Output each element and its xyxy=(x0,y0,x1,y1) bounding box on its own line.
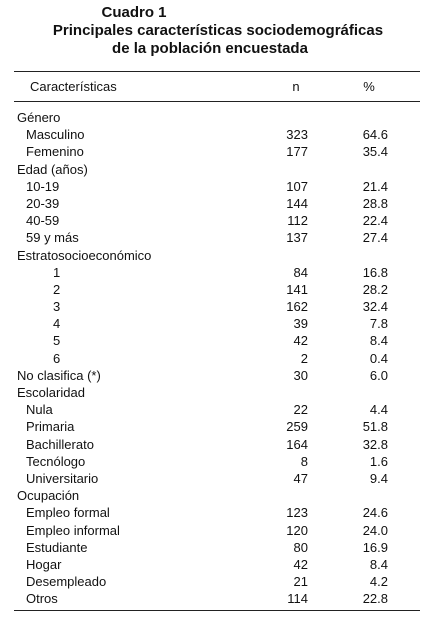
header-rule xyxy=(14,101,420,102)
row-percent: 7.8 xyxy=(369,316,388,332)
table-row xyxy=(0,487,434,504)
row-percent: 9.4 xyxy=(369,470,388,486)
table-row xyxy=(0,109,434,126)
table-row xyxy=(0,522,434,539)
row-percent: 8.4 xyxy=(369,556,388,572)
bottom-rule xyxy=(14,610,420,611)
table-row xyxy=(0,281,434,298)
row-count: 30 xyxy=(293,367,308,383)
table-row xyxy=(0,573,434,590)
row-percent: 22.8 xyxy=(362,591,388,607)
table-row xyxy=(0,504,434,521)
row-count: 177 xyxy=(286,144,308,160)
table-row xyxy=(0,350,434,367)
table-row xyxy=(0,264,434,281)
row-label: Otros xyxy=(26,591,58,607)
table-body xyxy=(0,109,434,607)
row-count: 21 xyxy=(293,574,308,590)
row-count: 120 xyxy=(286,522,308,538)
row-label: 20-39 xyxy=(26,195,60,211)
header-n: n xyxy=(292,79,300,94)
row-count: 259 xyxy=(286,419,308,435)
table-title-line-1: Principales características sociodemográficas xyxy=(52,22,384,39)
row-percent: 4.4 xyxy=(369,402,388,418)
row-label: Femenino xyxy=(26,144,84,160)
table-row xyxy=(0,298,434,315)
row-count: 137 xyxy=(286,230,308,246)
row-count: 112 xyxy=(287,213,308,229)
table-row xyxy=(0,143,434,160)
row-count: 80 xyxy=(293,539,308,555)
row-percent: 4.2 xyxy=(369,574,388,590)
row-label: Ocupación xyxy=(17,488,80,504)
row-count: 144 xyxy=(286,195,308,211)
header-percent: % xyxy=(363,79,375,94)
table-row xyxy=(0,332,434,349)
table-row xyxy=(0,401,434,418)
row-count: 84 xyxy=(293,264,308,280)
table-row xyxy=(0,161,434,178)
row-percent: 16.9 xyxy=(362,539,388,555)
table-row xyxy=(0,315,434,332)
row-label: Género xyxy=(17,110,61,125)
row-percent: 28.2 xyxy=(362,281,388,297)
row-percent: 21.4 xyxy=(362,178,388,194)
row-label: Nula xyxy=(26,402,53,418)
row-percent: 24.0 xyxy=(362,522,388,538)
row-count: 8 xyxy=(300,453,308,469)
row-count: 47 xyxy=(293,470,308,486)
row-percent: 28.8 xyxy=(362,195,388,211)
row-label: 6 xyxy=(53,350,61,366)
row-percent: 16.8 xyxy=(362,264,388,280)
row-percent: 1.6 xyxy=(369,453,388,469)
row-count: 323 xyxy=(286,127,308,143)
row-label: Bachillerato xyxy=(26,436,94,452)
row-label: 3 xyxy=(53,299,61,315)
row-count: 141 xyxy=(286,281,308,297)
table-row xyxy=(0,470,434,487)
row-label: Desempleado xyxy=(26,574,107,590)
table-row xyxy=(0,247,434,264)
row-label: 5 xyxy=(53,333,61,349)
row-percent: 35.4 xyxy=(362,144,388,160)
row-label: 10-19 xyxy=(26,178,60,194)
row-percent: 32.8 xyxy=(362,436,388,452)
row-label: 4 xyxy=(53,316,61,332)
row-label: No clasifica (*) xyxy=(17,367,101,383)
row-percent: 6.0 xyxy=(369,367,388,383)
table-row xyxy=(0,436,434,453)
table-row xyxy=(0,418,434,435)
table-row xyxy=(0,126,434,143)
row-label: 1 xyxy=(53,264,61,280)
table-row xyxy=(0,590,434,607)
row-label: Estratosocioeconómico xyxy=(17,247,152,263)
row-percent: 64.6 xyxy=(362,127,388,143)
header-characteristics: Características xyxy=(30,79,117,94)
row-label: 59 y más xyxy=(26,230,79,246)
row-count: 22 xyxy=(293,402,308,418)
row-percent: 32.4 xyxy=(362,299,388,315)
row-count: 39 xyxy=(293,316,308,332)
table-row xyxy=(0,212,434,229)
row-label: Estudiante xyxy=(26,539,88,555)
row-label: Universitario xyxy=(26,470,99,486)
row-count: 42 xyxy=(293,333,308,349)
table-row xyxy=(0,556,434,573)
table-row xyxy=(0,195,434,212)
row-label: Tecnólogo xyxy=(26,453,86,469)
row-label: Primaria xyxy=(26,419,75,435)
table-row xyxy=(0,453,434,470)
row-count: 2 xyxy=(300,350,308,366)
row-count: 107 xyxy=(286,178,308,194)
table-row xyxy=(0,539,434,556)
row-count: 164 xyxy=(286,436,308,452)
row-label: 2 xyxy=(53,281,61,297)
row-percent: 22.4 xyxy=(362,213,388,229)
row-label: Masculino xyxy=(26,127,85,143)
row-label: Hogar xyxy=(26,556,62,572)
row-count: 114 xyxy=(287,591,308,607)
row-label: Escolaridad xyxy=(17,385,85,400)
row-count: 123 xyxy=(286,505,308,521)
row-percent: 0.4 xyxy=(369,350,388,366)
table-title-line-2: de la población encuestada xyxy=(112,40,308,57)
row-label: Edad (años) xyxy=(17,161,88,177)
row-label: Empleo formal xyxy=(26,505,110,521)
row-count: 42 xyxy=(293,556,308,572)
row-count: 162 xyxy=(286,299,308,315)
table-row xyxy=(0,384,434,401)
table-row xyxy=(0,178,434,195)
row-percent: 51.8 xyxy=(362,419,388,435)
row-percent: 24.6 xyxy=(362,505,388,521)
table-row xyxy=(0,229,434,246)
row-percent: 8.4 xyxy=(369,333,388,349)
top-rule xyxy=(14,71,420,72)
table-number: Cuadro 1 xyxy=(101,4,167,21)
row-label: Empleo informal xyxy=(26,522,120,538)
row-label: 40-59 xyxy=(26,213,60,229)
row-percent: 27.4 xyxy=(362,230,388,246)
table-row xyxy=(0,367,434,384)
